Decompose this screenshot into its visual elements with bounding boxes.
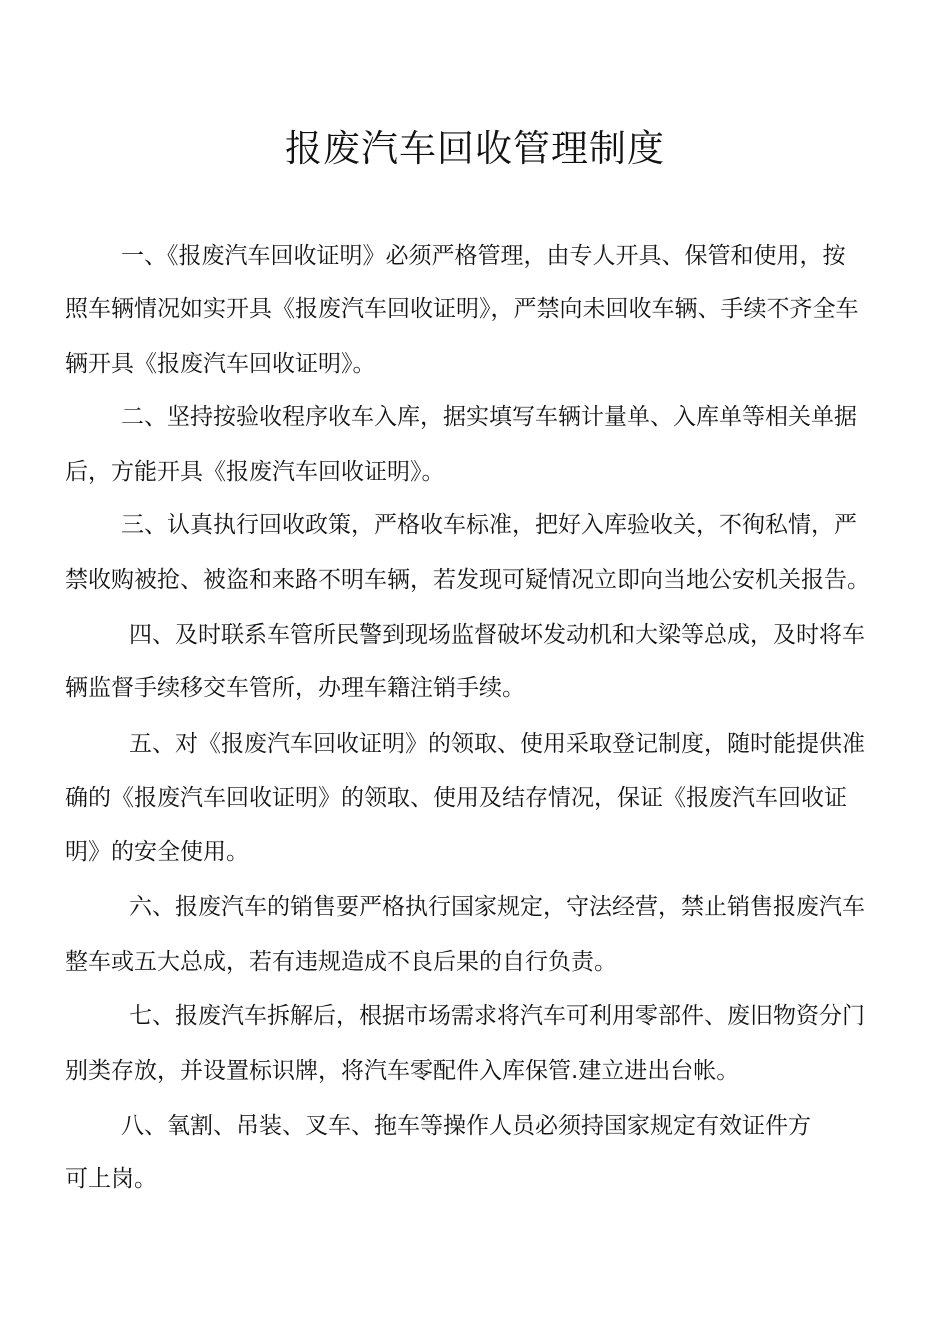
paragraph-line: 整车或五大总成，若有违规造成不良后果的自行负责。 [65,949,617,975]
paragraph-line: 五、对《报废汽车回收证明》的领取、使用采取登记制度，随时能提供准 [129,731,865,757]
paragraph-line: 后，方能开具《报废汽车回收证明》。 [65,459,445,485]
paragraph-line: 可上岗。 [65,1166,157,1192]
paragraph-line: 一、《报废汽车回收证明》必须严格管理，由专人开具、保管和使用，按 [121,243,846,269]
paragraph-line: 二、坚持按验收程序收车入库，据实填写车辆计量单、入库单等相关单据 [121,404,857,430]
paragraph-line: 七、报废汽车拆解后，根据市场需求将汽车可利用零部件、废旧物资分门 [129,1003,865,1029]
paragraph-line: 禁收购被抢、被盗和来路不明车辆，若发现可疑情况立即向当地公安机关报告。 [65,567,870,593]
paragraph-line: 八、氧割、吊装、叉车、拖车等操作人员必须持国家规定有效证件方 [121,1113,811,1139]
paragraph-line: 别类存放，并设置标识牌，将汽车零配件入库保管.建立进出台帐。 [65,1058,740,1084]
paragraph-line: 三、认真执行回收政策，严格收车标准，把好入库验收关，不徇私情，严 [121,512,857,538]
paragraph-line: 六、报废汽车的销售要严格执行国家规定，守法经营，禁止销售报废汽车 [129,894,865,920]
paragraph-line: 明》的安全使用。 [65,839,249,865]
paragraph-line: 确的《报废汽车回收证明》的领取、使用及结存情况，保证《报废汽车回收证 [65,785,847,811]
document-title: 报废汽车回收管理制度 [285,127,665,170]
paragraph-line: 辆开具《报废汽车回收证明》。 [65,351,376,377]
paragraph-line: 辆监督手续移交车管所，办理车籍注销手续。 [65,675,525,701]
paragraph-line: 照车辆情况如实开具《报废汽车回收证明》，严禁向未回收车辆、手续不齐全车 [65,296,859,322]
paragraph-line: 四、及时联系车管所民警到现场监督破坏发动机和大梁等总成，及时将车 [129,622,865,648]
